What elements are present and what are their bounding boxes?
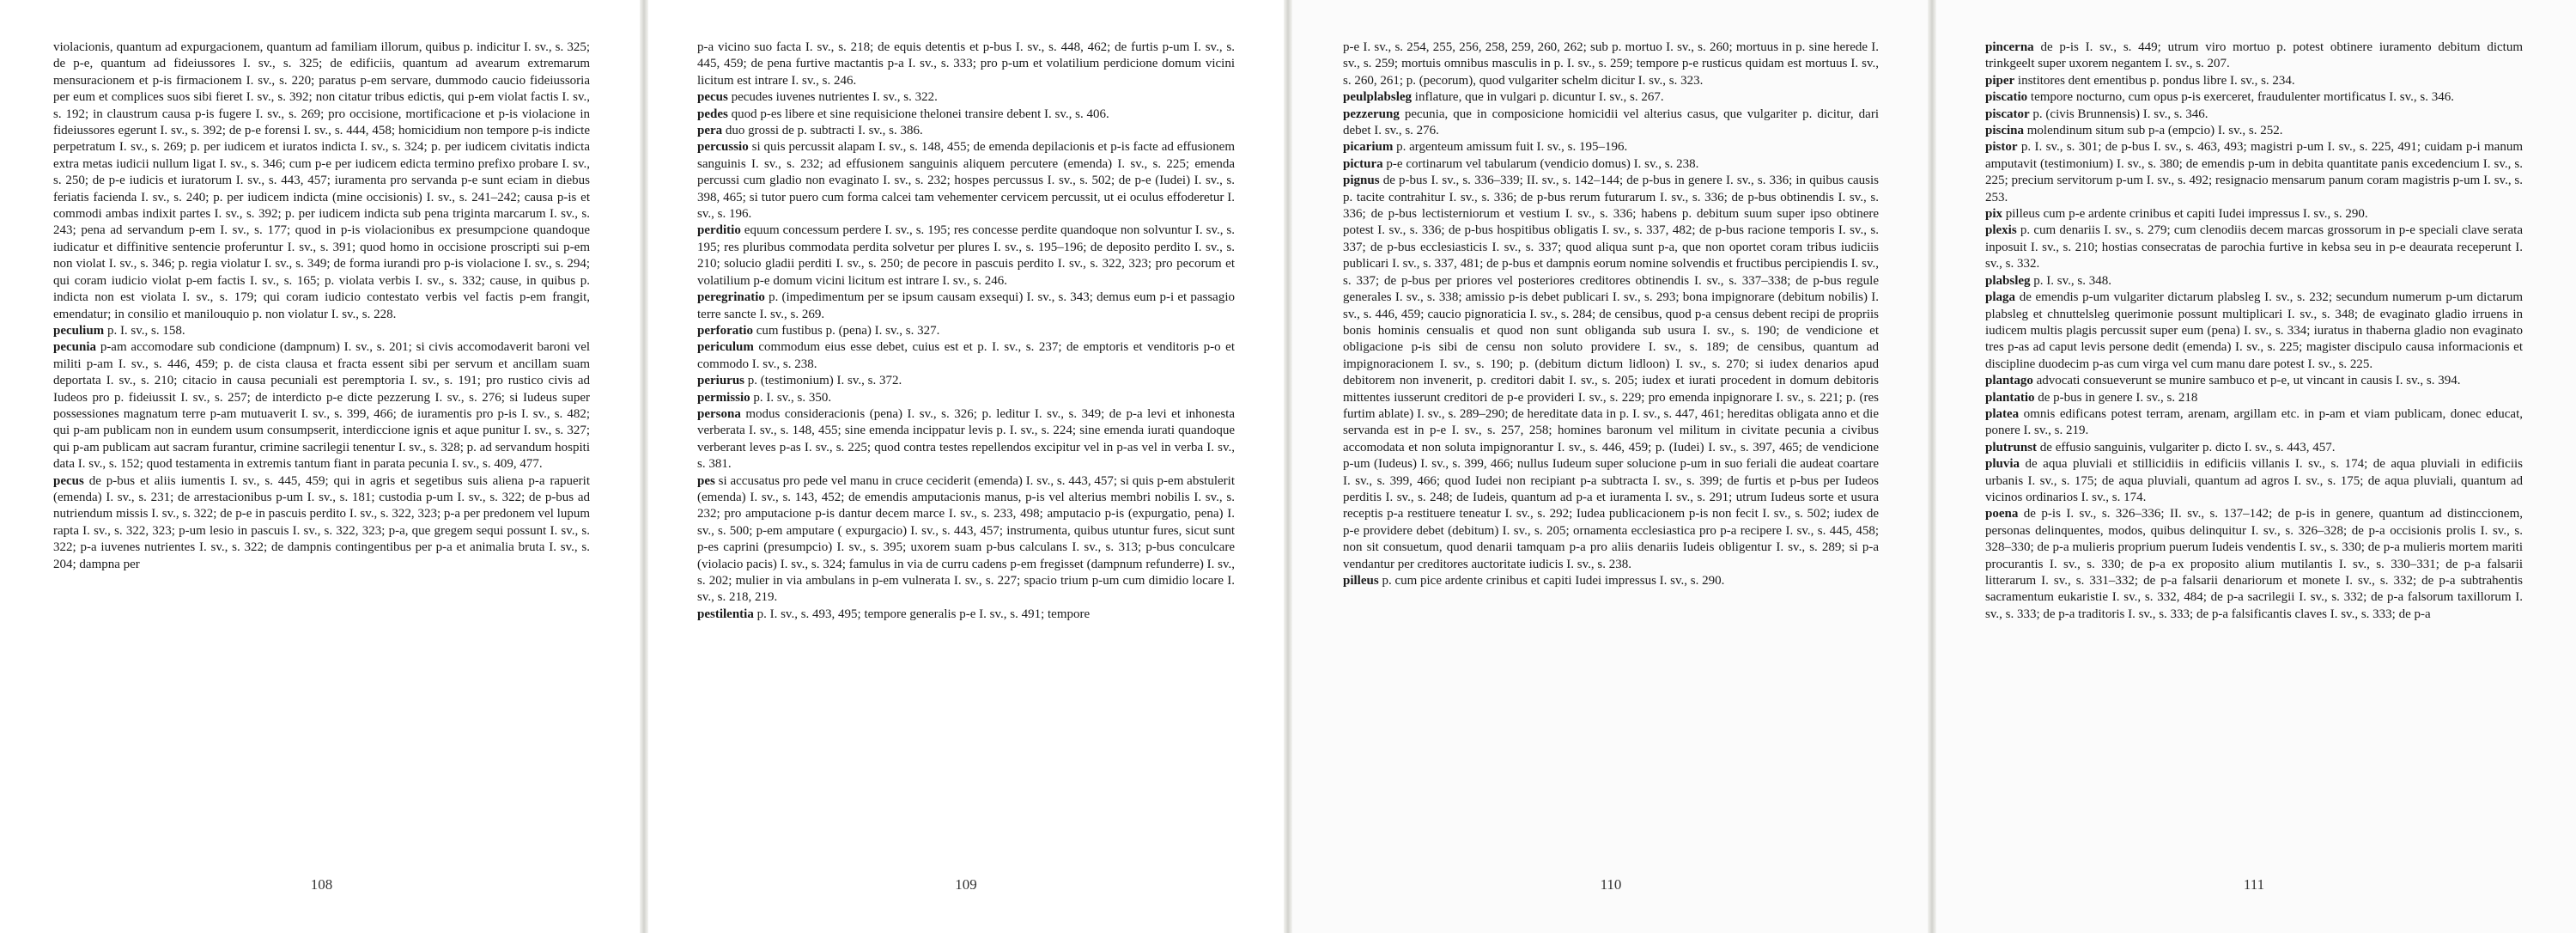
index-entry <box>53 323 590 339</box>
index-entry <box>697 473 1235 607</box>
index-entry <box>1985 506 2523 623</box>
entry-text: p. cum denariis I. sv., s. 279; cum clenodiis decem marcas grossorum in p-e speciali clave serata inposuit I. sv., s. 210; hostias consecratas de parochia furtive in kebsa seu in p-e deaurata receperunt I. sv., s. 332. <box>1985 223 2523 271</box>
entry-lemma: peculium <box>53 323 105 338</box>
page-111 <box>1932 0 2576 933</box>
entry-text: si quis percussit alapam I. sv., s. 148, 455; de emenda depilacionis et p-is facte ad effusionem sanguinis I. sv., s. 232; ad effusionem sanguinis aliquem percutere (emenda) I. sv., s. 225; emenda percussi cum gladio non evaginato I. sv., s. 232; hospes percussus I. sv., s. 502; de p-e (Iudei) I. sv., s. 398, 465; si tutor puero cum forma calcei tam vehementer cervicem percussit, ut ei oculus effoderetur I. sv., s. 196. <box>697 140 1235 222</box>
index-entry <box>697 107 1235 123</box>
entry-text: de aqua pluviali et stillicidiis in edificiis villanis I. sv., s. 174; de aqua pluviali in edificiis urbanis I. sv., s. 175; de aqua pluviali, quantum ad agros I. sv., s. 175; de aqua pluviali, quantum ad vicinos ordinarios I. sv., s. 174. <box>1985 457 2523 504</box>
page-109 <box>644 0 1288 933</box>
entry-lemma: plabsleg <box>1985 273 2031 288</box>
index-entry <box>1343 173 1879 573</box>
entry-text: p. I. sv., s. 350. <box>753 390 832 405</box>
entry-lemma: pecus <box>697 90 728 105</box>
index-entry <box>1343 40 1879 89</box>
folio-number: 110 <box>1600 876 1622 893</box>
index-entry <box>1985 390 2523 406</box>
index-entry <box>1985 440 2523 456</box>
index-entry <box>1985 139 2523 206</box>
index-entry <box>697 406 1235 473</box>
entry-text: p. (civis Brunnensis) I. sv., s. 346. <box>2032 107 2208 121</box>
entry-text: de emendis p-um vulgariter dictarum plabsleg I. sv., s. 232; secundum numerum p-um dictarum plabsleg et chnuttelsleg querimonie possunt multiplicari I. sv., s. 348; de evaginato gladio irruens in iudicem multis plagis percussit super eum (pena) I. sv., s. 334; iuratus in thaberna gladio non evaginato tres p-as ad caput levis persone dedit (emenda) I. sv., s. 225; magister discipulo causa informacionis et discipline duodecim p-as cum virga vel cum manu dare potest I. sv., s. 225. <box>1985 290 2523 371</box>
index-entry <box>1985 456 2523 506</box>
folio-number: 109 <box>955 876 977 893</box>
entry-lemma: plutrunst <box>1985 440 2038 454</box>
entry-text: commodum eius esse debet, cuius est et p. I. sv., s. 237; de emptoris et venditoris p-o et commodo I. sv., s. 238. <box>697 340 1235 371</box>
entry-lemma: pestilentia <box>697 607 754 621</box>
entry-lemma: peregrinatio <box>697 290 765 305</box>
index-entry <box>1343 156 1879 173</box>
entry-lemma: plexis <box>1985 223 2017 238</box>
entry-lemma: pes <box>697 473 715 488</box>
index-entry <box>1343 107 1879 140</box>
entry-text: de p-bus in genere I. sv., s. 218 <box>2038 390 2198 405</box>
index-entry <box>697 139 1235 223</box>
index-entry <box>697 40 1235 89</box>
index-entry <box>1985 290 2523 373</box>
index-column <box>1985 40 2523 623</box>
entry-text: cum fustibus p. (pena) I. sv., s. 327. <box>756 323 940 338</box>
entry-text: equum concessum perdere I. sv., s. 195; res concesse perdite quandoque non solvuntur I. sv., s. 195; res pluribus commodata perdita solvetur per plures I. sv., s. 195–196; de deposito perdito I. sv., s. 210; solucio gladii perditi I. sv., s. 250; de pecore in pascuis perdito I. sv., s. 322, 323; pro pecorum et volatilium p-e domum vicini licitum est intrare I. sv., s. 246. <box>697 223 1236 288</box>
entry-lemma: piscina <box>1985 124 2025 138</box>
entry-text: de p-is I. sv., s. 326–336; II. sv., s. 137–142; de p-is in genere, quantum ad distinccionem, personas delinquentes, modos, quibus delinquitur I. sv., s. 326–328; de p-a occisionis prolis I. sv., s. 328–330; de p-a mulieris proprium puerum Iudeis vendentis I. sv., s. 330; de p-a mulieris mortem mariti procurantis I. sv., s. 330; de p-a ex proposito alium mutilantis I. sv., s. 330–331; de p-a falsarii litterarum I. sv., s. 331–332; de p-a falsarii denariorum et monete I. sv., s. 332; de p-a subtrahentis sacramentum eukaristie I. sv., s. 332, 484; de p-a sacrilegii I. sv., s. 332; de p-a falsorum taxillorum I. sv., s. 333; de p-a traditoris I. sv., s. 333; de p-a falsificantis claves I. sv., s. 333; de p-a <box>1985 507 2523 621</box>
entry-text: pecudes iuvenes nutrientes I. sv., s. 322. <box>731 90 938 105</box>
entry-lemma: pluvia <box>1985 457 2020 472</box>
entry-lemma: pistor <box>1985 140 2018 155</box>
page-gutter-shadow <box>640 0 648 933</box>
index-entry <box>697 373 1235 389</box>
entry-text: p. I. sv., s. 348. <box>2033 273 2111 288</box>
index-entry <box>1985 123 2523 139</box>
entry-text: p-e cortinarum vel tabularum (vendicio domus) I. sv., s. 238. <box>1386 156 1699 171</box>
entry-lemma: percussio <box>697 140 749 155</box>
entry-text: violacionis, quantum ad expurgacionem, quantum ad familiam illorum, quibus p. indicitur I. sv., s. 325; de p-e, quantum ad fideiussores I. sv., s. 325; de edificiis, quantum ad avearum extremarum mensuracionem et p-is firmacionem I. sv., s. 220; paratus p-em servare, dummodo caucio fideiussoria per eum et complices suos sibi fieret I. sv., s. 392; non citatur tribus edictis, qui p-em violat factis I. sv., s. 192; in claustrum causa p-is fugere I. sv., s. 269; pro occisione, mortificacione et p-is violacione in fideiussores egerunt I. sv., s. 392; de p-e forensi I. sv., s. 444, 458; homicidium non tempore p-is indicte perpetratum I. sv., s. 269; p. per iudicem et iuratos indicta I. sv., s. 324; p. per iudicem civitatis indicta extra metas iudicii nullum ligat I. sv., s. 346; cum p-e per iudicem edicta termino prefixo probare I. sv., s. 250; de p-e iudicis et iuratorum I. sv., s. 443, 457; iuramenta pro servanda p-e sunt eciam in diebus feriatis facienda I. sv., s. 240; p. per iudicem indicta (mine occisionis) I. sv., s. 241–242; causa p-is et commodi ambas indixit partes I. sv., s. 392; p. per iudicem indicta sub pena triginta marcarum I. sv., s. 243; pena ad servandum p-em I. sv., s. 177; quod in p-is violacionibus ex presumpcione quandoque iudicatur et diffinitive sentencie proferuntur I. sv., s. 391; quod homo in occisione proscripti sui p-em non violat I. sv., s. 346; p. regia violatur I. sv., s. 349; de forma iurandi pro p-is violacione I. sv., s. 294; qui coram iudicio violat p-em factis I. sv., s. 165; p. violata verbis I. sv., s. 332; cause, in quibus p. indicta non est violata I. sv., s. 179; qui coram iudicio contestato verbis vel factis p-em frangit, emendatur; in consilio et manilouquio p. non violatur I. sv., s. 228. <box>53 40 590 321</box>
entry-lemma: permissio <box>697 390 750 405</box>
index-entry <box>697 323 1235 339</box>
index-entry <box>697 290 1235 323</box>
index-entry <box>53 40 590 323</box>
index-entry <box>697 89 1235 106</box>
entry-text: de p-is I. sv., s. 449; utrum viro mortuo p. potest obtinere iuramento debitum dictum trinkgeelt super uxorem negantem I. sv., s. 207. <box>1985 40 2524 71</box>
index-entry <box>1343 573 1879 589</box>
entry-text: pecunia, que in composicione homicidii vel alterius casus, que vulgariter p. dicitur, dari debet I. sv., s. 276. <box>1343 107 1879 138</box>
index-entry <box>1985 273 2523 290</box>
entry-lemma: pictura <box>1343 156 1383 171</box>
entry-text: institores dent ementibus p. pondus libre I. sv., s. 234. <box>2017 73 2295 88</box>
entry-lemma: pignus <box>1343 174 1380 188</box>
entry-lemma: pedes <box>697 107 728 121</box>
entry-text: de effusio sanguinis, vulgariter p. dicto I. sv., s. 443, 457. <box>2039 440 2336 454</box>
entry-lemma: pecus <box>53 473 84 488</box>
entry-text: p. cum pice ardente crinibus et capiti Iudei impressus I. sv., s. 290. <box>1382 574 1725 588</box>
entry-text: omnis edificans potest terram, arenam, argillam etc. in p-am et viam publicam, donec educat, ponere I. sv., s. 219. <box>1985 406 2523 438</box>
entry-lemma: pera <box>697 124 723 138</box>
index-column <box>53 40 590 573</box>
entry-text: quod p-es libere et sine requisicione thelonei transire debent I. sv., s. 406. <box>731 107 1109 121</box>
book-spine-shadow <box>1284 0 1292 933</box>
index-entry <box>1343 139 1879 156</box>
folio-number: 111 <box>2243 876 2265 893</box>
entry-lemma: piper <box>1985 73 2015 88</box>
entry-lemma: perditio <box>697 223 741 238</box>
index-entry <box>1985 406 2523 440</box>
index-entry <box>697 223 1235 290</box>
index-entry <box>697 123 1235 139</box>
entry-text: p. I. sv., s. 301; de p-bus I. sv., s. 463, 493; magistri p-um I. sv., s. 225, 491; cuidam p-i manum amputavit (testimonium) I. sv., s. 380; de emendis p-um in debita quantitate panis excedencium I. sv., s. 225; precium servitorum p-um I. sv., s. 492; resignacio mensarum panum coram magistris p-um I. sv., s. 253. <box>1985 140 2523 204</box>
index-entry <box>697 339 1235 373</box>
entry-lemma: plantago <box>1985 374 2033 388</box>
index-entry <box>1985 223 2523 272</box>
entry-lemma: plaga <box>1985 290 2016 305</box>
page-108 <box>0 0 644 933</box>
page-110 <box>1288 0 1932 933</box>
index-entry <box>1985 89 2523 106</box>
entry-lemma: poena <box>1985 507 2019 521</box>
page-gutter-shadow <box>1928 0 1936 933</box>
entry-text: advocati consueverunt se munire sambuco et p-e, ut vincant in causis I. sv., s. 394. <box>2036 374 2461 388</box>
entry-text: p-a vicino suo facta I. sv., s. 218; de equis detentis et p-bus I. sv., s. 448, 462; de furtis p-um I. sv., s. 445, 459; de pena furtive mactantis p-a I. sv., s. 333; pro p-um et volatilium perdicione domum vicini licitum est intrare I. sv., s. 246. <box>697 40 1235 88</box>
entry-text: de p-bus et aliis iumentis I. sv., s. 445, 459; qui in agris et segetibus suis aliena p-a rapuerit (emenda) I. sv., s. 231; de arrestacionibus p-um I. sv., s. 181; custodia p-um I. sv., s. 322; de p-bus ad nutriendum missis I. sv., s. 322; de p-e in pascuis perdito I. sv., s. 322, 323; p-a per predonem vel lupum rapta I. sv., s. 322, 323; p-um lesio in pascuis I. sv., s. 322, 323; p-a, que gregem sequi possunt I. sv., s. 322; p-a iuvenes nutrientes I. sv., s. 322; de dampnis contingentibus per p-a et animalia bruta I. sv., s. 204; dampna per <box>53 473 590 571</box>
entry-text: de p-bus I. sv., s. 336–339; II. sv., s. 142–144; de p-bus in genere I. sv., s. 336; in quibus causis p. tacite contrahitur I. sv., s. 336; de p-bus rerum futurarum I. sv., s. 336; de p-bus obtinendis I. sv., s. 336; de p-bus lectisterniorum et vestium I. sv., s. 336; habens p. debitum suum super ipso obtinere potest I. sv., s. 336; de p-bus hospitibus obligatis I. sv., s. 337, 482; de p-bus racione temporis I. sv., s. 337; de p-bus ecclesiasticis I. sv., s. 337; quod aliqua sunt p-a, que non oportet coram tribus iudiciis publicari I. sv., s. 337, 481; de p-bus et dampnis eorum nomine solvendis et fructibus percipiendis I. sv., s. 337; de p-bus per priores vel posteriores creditores obtinendis I. sv., s. 337–338; de p-bus regule generales I. sv., s. 338; amissio p-is debet publicari I. sv., s. 293; bona impignorare (debitum nobilis) I. sv., s. 446, 459; caucio pignoraticia I. sv., s. 284; de censibus, quod p-a census debent recipi de propriis bonis hominis censualis et quod non sunt obliganda sub usura I. sv., s. 190; de vendicione et obligacione p-is sibi de censu non soluto providere I. sv., s. 189; de censibus, quantum ad impignoracionem I. sv., s. 190; p. (debitum dictum lidloon) I. sv., s. 270; si iudex denarios apud debitorem non invenerit, p. creditori dabit I. sv., s. 205; iudex et iurati procedent in domum debitoris mittentes iusserunt creditori de p-e provideri I. sv., s. 229; pro emenda inpignorare I. sv., s. 221; p. (res furtim ablate) I. sv., s. 289–290; de hereditate data in p. I. sv., s. 447, 461; hereditas obligata anno et die servanda est in p-e I. sv., s. 257, 258; homines baronum vel militum in civitate pecunia a civibus accomodata et non soluta impignorantur I. sv., s. 446, 459; p. (Iudei) I. sv., s. 397, 465; de vendicione p-um (Iudeus) I. sv., s. 399, 466; nullus Iudeum super solucione p-um in suo feriali die audeat coartare I. sv., s. 399, 466; quod Iudei non recipiant p-a subtracta I. sv., s. 399; de furtis et p-bus per Iudeos perditis I. sv., s. 248; de Iudeis, quantum ad p-a et iuramenta I. sv., s. 291; utrum Iudeus sorte et usura receptis p-a restituere teneatur I. sv., s. 292; Iudea publicacionem p-is non fecit I. sv., s. 502; iudex de p-e providere debet (debitum) I. sv., s. 205; ornamenta ecclesiastica pro p-a recipere I. sv., s. 445, 458; non sit consuetum, quod denarii tamquam p-a pro aliis denariis Iudeis obligentur I. sv., s. 289; si p-a vendantur per creditores auctoritate iudicis I. sv., s. 238. <box>1343 174 1880 571</box>
entry-lemma: pecunia <box>53 340 97 355</box>
entry-lemma: pilleus <box>1343 574 1379 588</box>
entry-lemma: peulplabsleg <box>1343 90 1413 105</box>
entry-text: p-am accomodare sub condicione (dampnum) I. sv., s. 201; si civis accomodaverit baroni vel militi p-am I. sv., s. 446, 459; p. de cista clausa et fracta essent sibi per servum et ancillam suam deportata I. sv., s. 210; citacio in causa pecuniali est peremptoria I. sv., s. 191; pro rustico civis ad Iudeos pro p. fideiussit I. sv., s. 257; de interdicto p-e dicte pezzerung I. sv., s. 276; si Iudeus super possessiones magnatum terre p-am mutuaverit I. sv., s. 399, 466; de iuramentis pro p-is I. sv., s. 482; qui p-am publicam non in eundem usum consumpserit, interdiccione ignis et aque punitur I. sv., s. 327; qui p-am publicam aut sacram furantur, crimine sacrilegii tenentur I. sv., s. 328; p. ad servandum hospiti data I. sv., s. 152; quod testamenta in extremis tantum fiant in parata pecunia I. sv., s. 409, 477. <box>53 340 591 472</box>
index-entry <box>697 607 1235 623</box>
entry-lemma: platea <box>1985 406 2020 421</box>
entry-lemma: picarium <box>1343 140 1394 155</box>
entry-lemma: piscatio <box>1985 90 2028 105</box>
entry-lemma: piscator <box>1985 107 2030 121</box>
entry-lemma: pix <box>1985 207 2003 222</box>
entry-text: p. argenteum amissum fuit I. sv., s. 195–196. <box>1396 140 1628 155</box>
folio-number: 108 <box>310 876 333 893</box>
entry-lemma: plantatio <box>1985 390 2035 405</box>
index-entry <box>1343 89 1879 106</box>
entry-lemma: pezzerung <box>1343 107 1400 121</box>
index-entry <box>53 473 590 573</box>
entry-text: p-e I. sv., s. 254, 255, 256, 258, 259, 260, 262; sub p. mortuo I. sv., s. 260; mortuus in p. sine herede I. sv., s. 259; mortuis omnibus masculis in p. I. sv., s. 259; tempore p-e rusticus quidam est mortuus I. sv., s. 260, 261; p. (pecorum), quod vulgariter schelm dicitur I. sv., s. 323. <box>1343 40 1879 88</box>
entry-text: pilleus cum p-e ardente crinibus et capiti Iudei impressus I. sv., s. 290. <box>2005 207 2368 222</box>
index-column <box>1343 40 1879 589</box>
entry-text: duo grossi de p. subtracti I. sv., s. 386. <box>725 124 923 138</box>
entry-lemma: periculum <box>697 340 754 355</box>
index-entry <box>53 339 590 473</box>
entry-lemma: persona <box>697 406 741 421</box>
entry-text: si accusatus pro pede vel manu in cruce ceciderit (emenda) I. sv., s. 443, 457; si quis p-em abstulerit (emenda) I. sv., s. 143, 452; de emendis amputacionis manus, p-is vel alterius membri nobilis I. sv., s. 232; pro amputacione p-is dantur decem marce I. sv., s. 233, 498; amputacio p-is (expurgatio, pena) I. sv., s. 500; p-em amputare ( expurgacio) I. sv., s. 443, 457; instrumenta, quibus utuntur fures, sicut sunt p-es caprini (presumpcio) I. sv., s. 395; uxorem suam p-bus calculans I. sv., s. 313; p-bus conculcare (violacio pacis) I. sv., s. 324; famulus in via de curru cadens p-em fregisset (dampnum refunderre) I. sv., s. 202; mulier in via ambulans in p-em vulnerata I. sv., s. 227; spacio trium p-um cum dimidio locare I. sv., s. 218, 219. <box>697 473 1235 605</box>
index-entry <box>1985 73 2523 89</box>
entry-text: p. I. sv., s. 158. <box>106 323 185 338</box>
index-entry <box>1985 373 2523 389</box>
index-entry <box>1985 206 2523 223</box>
entry-text: molendinum situm sub p-a (empcio) I. sv., s. 252. <box>2026 124 2283 138</box>
index-column <box>697 40 1235 623</box>
entry-lemma: pincerna <box>1985 40 2034 54</box>
entry-lemma: periurus <box>697 374 745 388</box>
entry-text: inflature, que in vulgari p. dicuntur I. sv., s. 267. <box>1414 90 1664 105</box>
entry-lemma: perforatio <box>697 323 753 338</box>
index-entry <box>697 390 1235 406</box>
entry-text: modus consideracionis (pena) I. sv., s. 326; p. leditur I. sv., s. 349; de p-a levi et inhonesta verberata I. sv., s. 148, 455; sine emenda incippatur levis p. I. sv., s. 224; sine emenda iurati quandoque verberant leves p-as I. sv., s. 225; quod contra testes repellendos excipitur vel in p-as vel in verba I. sv., s. 381. <box>697 406 1235 472</box>
entry-text: p. (impedimentum per se ipsum causam exsequi) I. sv., s. 343; demus eum p-i et passagio terre sancte I. sv., s. 269. <box>697 290 1235 321</box>
entry-text: p. (testimonium) I. sv., s. 372. <box>747 374 902 388</box>
entry-text: tempore nocturno, cum opus p-is exerceret, fraudulenter mortificatus I. sv., s. 346. <box>2030 90 2454 105</box>
entry-text: p. I. sv., s. 493, 495; tempore generalis p-e I. sv., s. 491; tempore <box>756 607 1091 621</box>
index-entry <box>1985 107 2523 123</box>
index-entry <box>1985 40 2523 73</box>
